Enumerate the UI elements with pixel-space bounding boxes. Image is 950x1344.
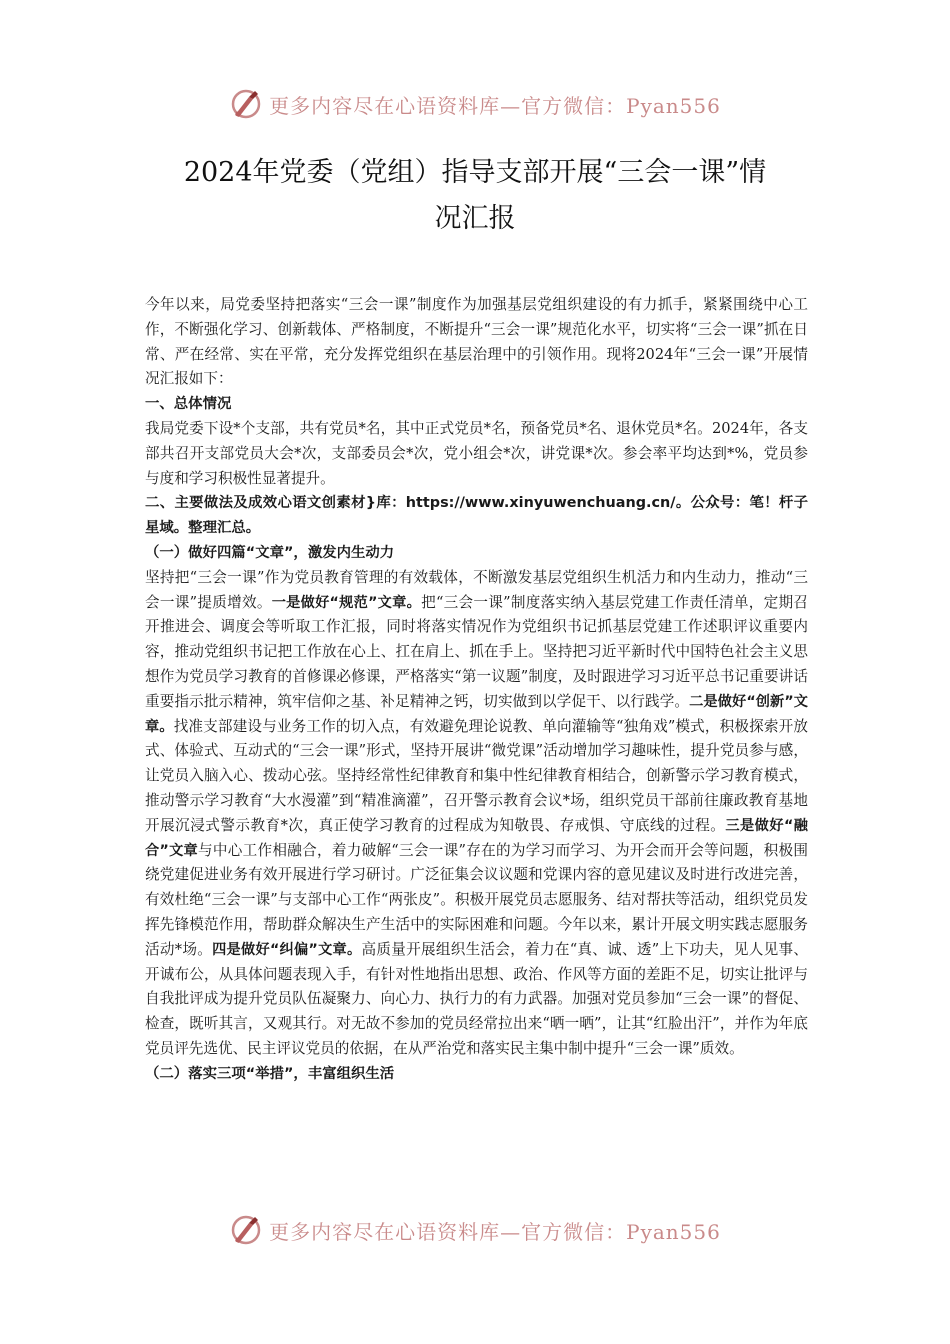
document-body: [145, 293, 808, 1087]
sub1-point-2: 二是做好“创新”文章。: [145, 693, 808, 735]
subsection-1-paragraph: [145, 566, 808, 1062]
subsection-1-heading: （一）做好四篇“文章”，激发内生动力: [145, 544, 395, 561]
sub1-text-3: 找准支部建设与业务工作的切入点，有效避免理论说教、单向灌输等“独角戏”模式，积极探索开放式、体验式、互动式的“三会一课”形式，坚持开展讲“微党课”活动增加学习趣味性，提升党员参与感，让党员入脑入心、拨动心弦。坚持经常性纪律教育和集中性纪律教育相结合，创新警示学习教育模式，推动警示学习教育“大水漫灌”到“精准滴灌”，召开警示教育会议*场，组织党员干部前往廉政教育基地开展沉浸式警示教育*次，真正使学习教育的过程成为知敬畏、存戒惧、守底线的过程。: [145, 717, 808, 834]
intro-paragraph: 今年以来，局党委坚持把落实“三会一课”制度作为加强基层党组织建设的有力抓手，紧紧围绕中心工作，不断强化学习、创新载体、严格制度，不断提升“三会一课”规范化水平，切实将“三会一课”抓在日常、严在经常、实在平常，充分发挥党组织在基层治理中的引领作用。现将2024年“三会一课”开展情况汇报如下：: [145, 296, 808, 388]
watermark-text: 更多内容尽在心语资料库—官方微信：Pyan556: [269, 93, 721, 118]
sub1-text-4: 与中心工作相融合，着力破解“三会一课”存在的为学习而学习、为开会而开会等问题，积极围绕党建促进业务有效开展进行学习研讨。广泛征集会议议题和党课内容的意见建议及时进行改进完善，有效杜绝“三会一课”与支部中心工作“两张皮”。积极开展党员志愿服务、结对帮扶等活动，组织党员发挥先锋模范作用，帮助群众解决生产生活中的实际困难和问题。今年以来，累计开展文明实践志愿服务活动*场。: [145, 841, 808, 958]
sub1-point-1: 一是做好“规范”文章。: [271, 594, 422, 611]
brush-logo-icon: [229, 87, 263, 121]
title-line-2: 况汇报: [434, 203, 516, 234]
sub1-point-4: 四是做好“纠偏”文章。: [212, 941, 362, 958]
title-line-1: 2024年党委（党组）指导支部开展“三会一课”情: [183, 157, 767, 188]
watermark-banner-top: [0, 80, 950, 128]
sub1-text-5: 高质量开展组织生活会，着力在“真、诚、透”上下功夫，见人见事、开诚布公，从具体问题表现入手，有针对性地指出思想、政治、作风等方面的差距不足，切实让批评与自我批评成为提升党员队伍凝聚力、向心力、执行力的有力武器。加强对党员参加“三会一课”的督促、检查，既听其言，又观其行。对无故不参加的党员经常拉出来“晒一晒”，让其“红脸出汗”，并作为年底党员评先选优、民主评议党员的依据，在从严治党和落实民主集中制中提升“三会一课”质效。: [145, 940, 808, 1057]
section-1-heading: 一、总体情况: [145, 396, 232, 413]
sub1-point-3: 三是做好“融合”文章: [145, 817, 808, 859]
watermark-text: 更多内容尽在心语资料库—官方微信：Pyan556: [269, 1219, 721, 1244]
section-1-body: 我局党委下设*个支部，共有党员*名，其中正式党员*名，预备党员*名、退休党员*名。2024年，各支部共召开支部党员大会*次，支部委员会*次，党小组会*次，讲党课*次。参会率平均达到*%，党员参与度和学习积极性显著提升。: [145, 419, 808, 487]
sub1-text-1: 坚持把“三会一课”作为党员教育管理的有效载体，不断激发基层党组织生机活力和内生动力，推动“三会一课”提质增效。: [145, 568, 808, 611]
subsection-2-heading: （二）落实三项“举措”，丰富组织生活: [145, 1065, 395, 1082]
section-2-heading: 二、主要做法及成效心语文创素材}库：https://www.xinyuwenchuang.cn/。公众号：笔！杆子星域。整理汇总。: [145, 495, 808, 537]
sub1-text-2: 把“三会一课”制度落实纳入基层党建工作责任清单，定期召开推进会、调度会等听取工作汇报，同时将落实情况作为党组织书记抓基层党建工作述职评议重要内容，推动党组织书记把工作放在心上、扛在肩上、抓在手上。坚持把习近平新时代中国特色社会主义思想作为党员学习教育的首修课必修课，严格落实“第一议题”制度，及时跟进学习习近平总书记重要讲话重要指示批示精神，筑牢信仰之基、补足精神之钙，切实做到以学促干、以行践学。: [145, 593, 808, 710]
watermark-banner-bottom: [0, 1206, 950, 1254]
document-title: [140, 150, 810, 242]
brush-logo-icon: [229, 1213, 263, 1247]
